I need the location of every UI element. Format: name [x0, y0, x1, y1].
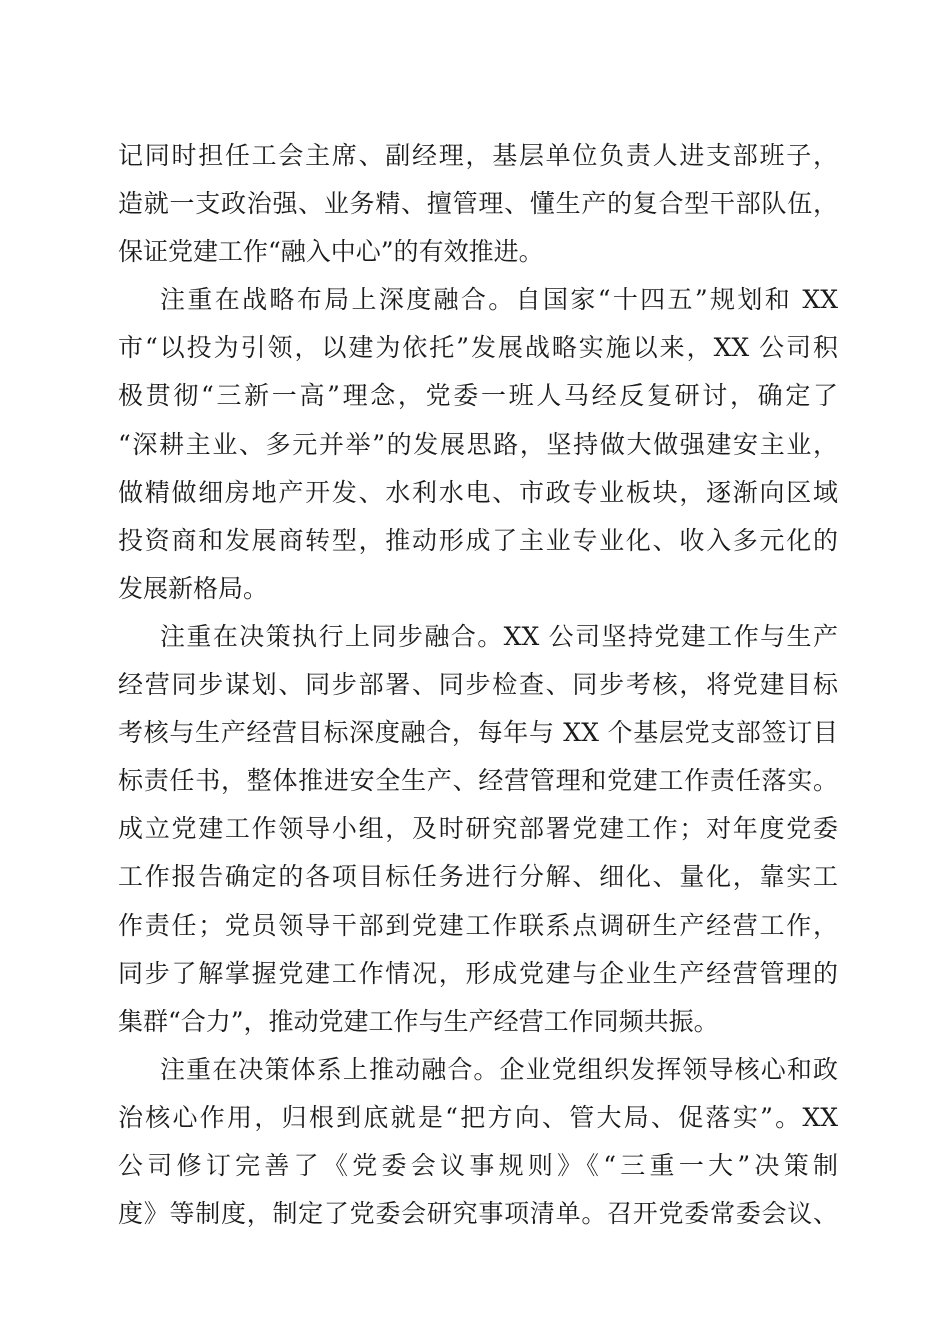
- paragraph-first-line: 注重在战略布局上深度融合。自国家“十四五”规划和 XX: [160, 285, 838, 315]
- text-line: 同步了解掌握党建工作情况，形成党建与企业生产经营管理的: [118, 958, 838, 988]
- text-line: 度》等制度，制定了党委会研究事项清单。召开党委常委会议、: [118, 1199, 838, 1229]
- text-line: 治核心作用，归根到底就是“把方向、管大局、促落实”。XX: [118, 1102, 838, 1132]
- text-line: 成立党建工作领导小组，及时研究部署党建工作；对年度党委: [118, 814, 838, 844]
- text-line: 经营同步谋划、同步部署、同步检查、同步考核，将党建目标: [118, 670, 838, 700]
- text-line: “深耕主业、多元并举”的发展思路，坚持做大做强建安主业，: [118, 429, 838, 459]
- text-line: 工作报告确定的各项目标任务进行分解、细化、量化，靠实工: [118, 862, 838, 892]
- text-line: 极贯彻“三新一高”理念，党委一班人马经反复研讨，确定了: [118, 381, 838, 411]
- text-line: 投资商和发展商转型，推动形成了主业专业化、收入多元化的: [118, 525, 838, 555]
- text-line: 公司修订完善了《党委会议事规则》《“三重一大”决策制: [118, 1150, 838, 1180]
- body-text: [118, 132, 838, 1238]
- text-line: 造就一支政治强、业务精、擅管理、懂生产的复合型干部队伍，: [118, 189, 838, 219]
- text-line: 市“以投为引领，以建为依托”发展战略实施以来，XX 公司积: [118, 333, 838, 363]
- text-line: 记同时担任工会主席、副经理，基层单位负责人进支部班子，: [118, 141, 838, 170]
- paragraph-first-line: 注重在决策执行上同步融合。XX 公司坚持党建工作与生产: [160, 621, 838, 651]
- text-line: 作责任；党员领导干部到党建工作联系点调研生产经营工作，: [118, 910, 838, 940]
- text-line: 保证党建工作“融入中心”的有效推进。: [118, 237, 544, 267]
- text-line: 发展新格局。: [118, 573, 269, 603]
- text-line: 集群“合力”，推动党建工作与生产经营工作同频共振。: [118, 1006, 719, 1036]
- text-line: 做精做细房地产开发、水利水电、市政专业板块，逐渐向区域: [118, 477, 838, 507]
- paragraph-first-line: 注重在决策体系上推动融合。企业党组织发挥领导核心和政: [160, 1054, 838, 1084]
- text-line: 标责任书，整体推进安全生产、经营管理和党建工作责任落实。: [118, 766, 838, 796]
- text-line: 考核与生产经营目标深度融合，每年与 XX 个基层党支部签订目: [118, 718, 838, 748]
